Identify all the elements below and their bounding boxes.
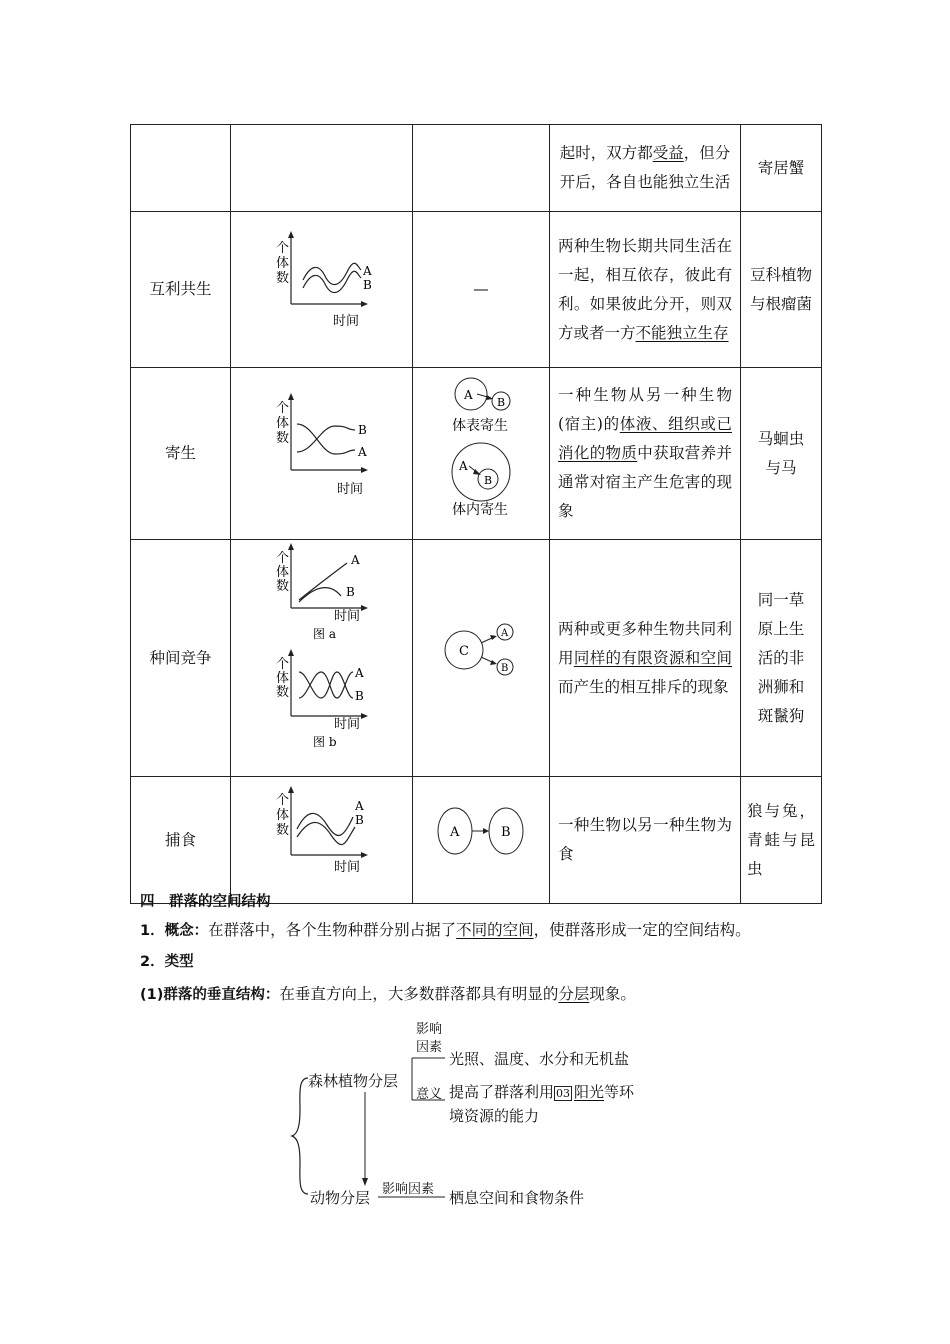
y-axis-label: 数 bbox=[276, 579, 290, 594]
node-label: A bbox=[459, 459, 468, 473]
example-cell: 同一草原上生活的非洲狮和斑鬣狗 bbox=[741, 540, 822, 777]
y-axis-label: 体 bbox=[276, 565, 290, 580]
y-axis-label: 个 bbox=[276, 401, 290, 416]
series-label: B bbox=[355, 813, 364, 827]
paragraph-concept: 1．概念：在群落中，各个生物种群分别占据了不同的空间，使群落形成一定的空间结构。 bbox=[140, 921, 751, 939]
paragraph-vertical-structure: (1)群落的垂直结构：在垂直方向上，大多数群落都具有明显的分层现象。 bbox=[140, 985, 636, 1003]
x-axis-label: 时间 bbox=[334, 860, 361, 875]
node-label: A bbox=[501, 628, 509, 639]
x-axis-label: 时间 bbox=[333, 314, 360, 329]
relation-name-cell: 寄生 bbox=[131, 368, 231, 540]
y-axis-label: 数 bbox=[276, 685, 290, 700]
plant-meaning: 提高了群落利用 03 阳光等环 境资源的能力 bbox=[449, 1083, 635, 1125]
example-cell: 狼与兔，青蛙与昆虫 bbox=[741, 777, 822, 904]
series-label: B bbox=[355, 689, 364, 703]
series-label: B bbox=[363, 278, 372, 292]
graph-caption: 图 a bbox=[313, 627, 336, 641]
x-axis-label: 时间 bbox=[334, 717, 361, 732]
diagram-caption: 体内寄生 bbox=[452, 502, 508, 518]
relation-name-cell: 种间竞争 bbox=[131, 540, 231, 777]
description-cell: 起时，双方都受益，但分开后，各自也能独立生活 bbox=[550, 125, 741, 212]
node-label: C bbox=[459, 644, 469, 659]
description-cell: 两种生物长期共同生活在一起，相互依存，彼此有利。如果彼此分开，则双方或者一方不能独立生存 bbox=[550, 212, 741, 368]
series-label: A bbox=[351, 553, 360, 567]
y-axis-label: 体 bbox=[276, 256, 290, 271]
y-axis-label: 体 bbox=[276, 416, 290, 431]
series-label: A bbox=[363, 264, 372, 278]
y-axis-label: 个 bbox=[276, 551, 290, 566]
diagram-cell: — bbox=[413, 212, 550, 368]
paragraph-types: 2．类型 bbox=[140, 954, 194, 970]
y-axis-label: 个 bbox=[276, 793, 290, 808]
y-axis-label: 体 bbox=[276, 808, 290, 823]
plant-stratification: 森林植物分层 bbox=[308, 1072, 399, 1090]
node-label: B bbox=[501, 825, 511, 840]
series-label: B bbox=[358, 423, 367, 437]
node-label: A bbox=[464, 388, 473, 402]
animal-factor-label: 影响因素 bbox=[382, 1182, 435, 1197]
example-cell: 寄居蟹 bbox=[741, 125, 822, 212]
description-cell: 一种生物以另一种生物为食 bbox=[550, 777, 741, 904]
node-label: B bbox=[497, 396, 506, 409]
example-cell: 马蛔虫与马 bbox=[741, 368, 822, 540]
x-axis-label: 时间 bbox=[334, 609, 361, 624]
brace-icon bbox=[292, 1078, 308, 1194]
node-label: B bbox=[484, 474, 493, 487]
plant-factors: 光照、温度、水分和无机盐 bbox=[449, 1050, 630, 1068]
series-label: A bbox=[355, 799, 364, 813]
relation-name-cell: 捕食 bbox=[131, 777, 231, 904]
diagram-caption: 体表寄生 bbox=[452, 418, 508, 434]
y-axis-label: 数 bbox=[276, 271, 290, 286]
meaning-label: 意义 bbox=[416, 1087, 443, 1102]
animal-stratification: 动物分层 bbox=[310, 1189, 371, 1207]
node-label: A bbox=[450, 825, 460, 840]
series-label: A bbox=[355, 666, 364, 680]
x-axis-label: 时间 bbox=[337, 482, 364, 497]
relation-name-cell: 互利共生 bbox=[131, 212, 231, 368]
y-axis-label: 个 bbox=[276, 241, 290, 256]
node-label: B bbox=[501, 663, 509, 674]
y-axis-label: 个 bbox=[276, 657, 290, 672]
y-axis-label: 数 bbox=[276, 823, 290, 838]
example-cell: 豆科植物与根瘤菌 bbox=[741, 212, 822, 368]
series-label: A bbox=[358, 445, 367, 459]
y-axis-label: 数 bbox=[276, 431, 290, 446]
factor-label: 影响 因素 bbox=[416, 1022, 443, 1055]
graph-caption: 图 b bbox=[313, 735, 337, 749]
section-heading: 四 群落的空间结构 bbox=[140, 894, 271, 910]
y-axis-label: 体 bbox=[276, 671, 290, 686]
description-cell: 两种或更多种生物共同利用同样的有限资源和空间而产生的相互排斥的现象 bbox=[550, 540, 741, 777]
animal-factors: 栖息空间和食物条件 bbox=[449, 1189, 585, 1207]
description-cell: 一种生物从另一种生物(宿主)的体液、组织或已消化的物质中获取营养并通常对宿主产生危害的现象 bbox=[550, 368, 741, 540]
series-label: B bbox=[346, 585, 355, 599]
